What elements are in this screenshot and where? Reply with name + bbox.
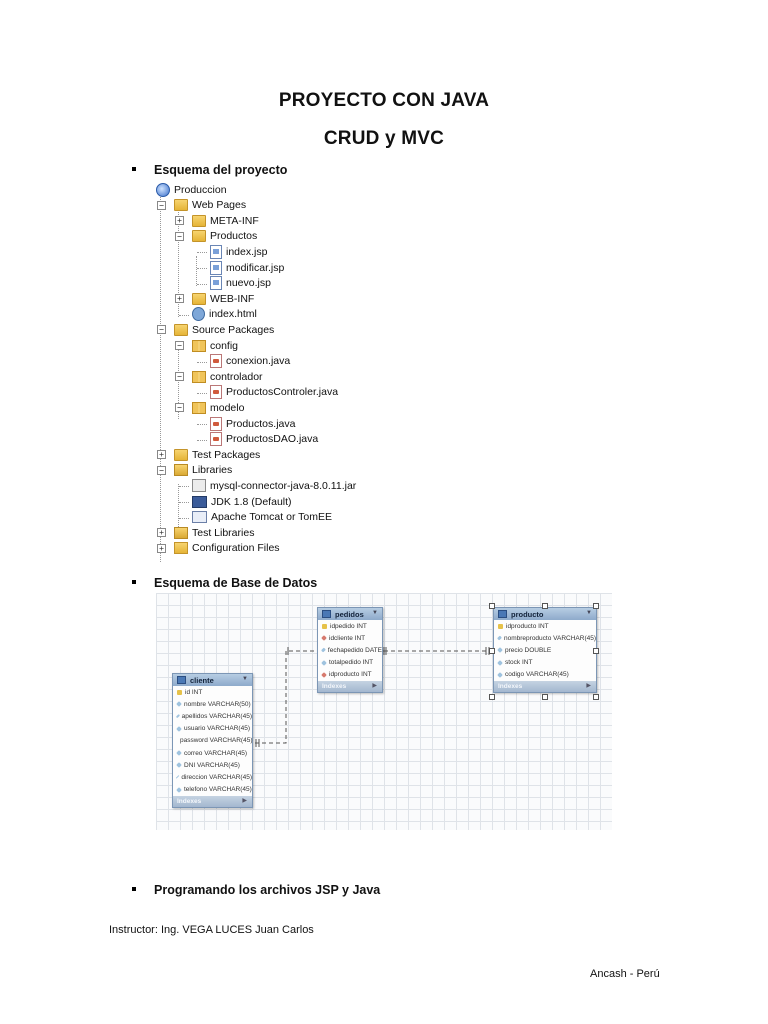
column-row xyxy=(173,698,252,710)
package-icon xyxy=(192,402,206,414)
java-file-icon xyxy=(210,417,222,431)
collapse-toggle-icon[interactable]: − xyxy=(175,232,184,241)
primary-key-icon xyxy=(177,690,182,695)
column-row xyxy=(318,669,382,681)
collapse-toggle-icon[interactable]: − xyxy=(157,201,166,210)
column-label: idcliente INT xyxy=(329,634,366,642)
expand-toggle-icon[interactable]: + xyxy=(175,216,184,225)
tree-node[interactable] xyxy=(192,478,356,493)
bullet-database-schema xyxy=(132,576,317,590)
collapse-toggle-icon[interactable]: − xyxy=(175,372,184,381)
resize-handle[interactable] xyxy=(489,694,495,700)
collapse-toggle-icon[interactable]: − xyxy=(175,341,184,350)
java-file-icon xyxy=(210,354,222,368)
primary-key-icon xyxy=(498,624,503,629)
column-label: usuario VARCHAR(45) xyxy=(184,725,250,733)
resize-handle[interactable] xyxy=(593,694,599,700)
java-file-icon xyxy=(210,432,222,446)
column-row xyxy=(173,771,252,783)
tree-node-label: Web Pages xyxy=(192,199,247,212)
column-row xyxy=(173,710,252,722)
column-icon xyxy=(176,762,182,768)
java-file-icon xyxy=(210,385,222,399)
column-label: idpedido INT xyxy=(330,622,367,630)
tree-node[interactable] xyxy=(192,510,332,525)
column-row xyxy=(173,723,252,735)
tree-node-label: WEB-INF xyxy=(210,292,255,305)
tree-node[interactable] xyxy=(210,244,267,259)
column-icon xyxy=(497,660,503,666)
tree-node[interactable] xyxy=(210,276,271,291)
tree-node[interactable] xyxy=(174,322,274,337)
column-label: fechapedido DATE xyxy=(327,646,382,654)
package-icon xyxy=(192,371,206,383)
collapse-arrow-icon[interactable]: ▼ xyxy=(242,676,248,682)
bullet-marker xyxy=(132,887,136,891)
table-icon xyxy=(498,610,507,618)
resize-handle[interactable] xyxy=(593,648,599,654)
location-text: Ancash - Perú xyxy=(590,968,660,980)
folder-icon xyxy=(174,449,188,461)
tree-node[interactable] xyxy=(174,447,260,462)
tree-node-label: META-INF xyxy=(210,214,259,227)
bullet-text: Programando los archivos JSP y Java xyxy=(154,883,381,897)
column-label: password VARCHAR(45) xyxy=(180,737,253,745)
column-row xyxy=(173,784,252,796)
column-row xyxy=(173,747,252,759)
collapse-arrow-icon[interactable]: ▼ xyxy=(372,610,378,616)
column-label: precio DOUBLE xyxy=(505,646,552,654)
column-icon xyxy=(497,648,503,654)
column-row xyxy=(494,669,596,681)
tree-node-label: Test Libraries xyxy=(192,526,255,539)
tree-node-label: Configuration Files xyxy=(192,542,280,555)
tree-node[interactable] xyxy=(210,432,318,447)
jar-icon xyxy=(192,479,206,492)
column-label: correo VARCHAR(45) xyxy=(184,749,248,757)
table-pedidos[interactable] xyxy=(317,607,383,693)
library-icon xyxy=(174,527,188,539)
table-indexes[interactable]: Indexes ▶ xyxy=(494,681,596,692)
tomcat-icon xyxy=(192,511,207,523)
table-name: cliente xyxy=(190,675,214,685)
column-icon xyxy=(176,714,180,718)
jsp-file-icon xyxy=(210,276,222,290)
foreign-key-icon xyxy=(321,635,327,641)
folder-icon xyxy=(192,230,206,242)
tree-node[interactable] xyxy=(192,229,257,244)
column-icon xyxy=(176,739,179,742)
resize-handle[interactable] xyxy=(489,648,495,654)
tree-node-label: Productos xyxy=(210,230,258,243)
column-icon xyxy=(176,726,182,732)
tree-node-label: Productos.java xyxy=(226,417,296,430)
table-cliente[interactable] xyxy=(172,673,253,808)
column-row xyxy=(318,620,382,632)
tree-node-label: modificar.jsp xyxy=(226,261,285,274)
column-row xyxy=(318,657,382,669)
bullet-coding xyxy=(132,883,380,897)
table-indexes[interactable]: Indexes ▶ xyxy=(318,681,382,692)
expand-toggle-icon[interactable]: + xyxy=(157,544,166,553)
column-row xyxy=(494,644,596,656)
tree-node[interactable] xyxy=(192,494,292,509)
tree-node[interactable] xyxy=(210,416,295,431)
bullet-project-schema xyxy=(132,163,287,177)
tree-node[interactable] xyxy=(174,541,280,556)
bullet-marker xyxy=(132,580,136,584)
table-icon xyxy=(322,610,331,618)
column-label: apellidos VARCHAR(45) xyxy=(181,712,252,720)
tree-node-label: nuevo.jsp xyxy=(226,277,271,290)
column-label: nombreproducto VARCHAR(45) xyxy=(504,634,596,642)
column-row xyxy=(318,644,382,656)
resize-handle[interactable] xyxy=(489,603,495,609)
folder-icon xyxy=(174,324,188,336)
tree-node-label: JDK 1.8 (Default) xyxy=(211,495,292,508)
tree-node-label: ProductosDAO.java xyxy=(226,433,319,446)
tree-node-label: Produccion xyxy=(174,183,227,196)
library-icon xyxy=(174,464,188,476)
tree-node[interactable] xyxy=(156,182,227,197)
column-icon xyxy=(321,648,326,653)
tree-node-label: config xyxy=(210,339,239,352)
table-header[interactable] xyxy=(494,608,596,620)
table-name: pedidos xyxy=(335,609,364,619)
column-icon xyxy=(176,787,182,793)
table-name: producto xyxy=(511,609,544,619)
expand-arrow-icon[interactable]: ▶ xyxy=(242,797,247,804)
table-indexes[interactable]: Indexes ▶ xyxy=(173,796,252,807)
instructor-credit: Instructor: Ing. VEGA LUCES Juan Carlos xyxy=(109,924,314,936)
column-label: idproducto INT xyxy=(329,671,372,679)
column-label: direccion VARCHAR(45) xyxy=(181,773,252,781)
column-label: stock INT xyxy=(505,659,533,667)
column-row xyxy=(173,759,252,771)
expand-arrow-icon[interactable]: ▶ xyxy=(372,682,377,689)
tree-node[interactable] xyxy=(192,307,257,322)
column-icon xyxy=(176,750,182,756)
column-row xyxy=(173,735,252,747)
tree-node-label: conexion.java xyxy=(226,355,291,368)
column-label: codigo VARCHAR(45) xyxy=(505,671,569,679)
column-label: idproducto INT xyxy=(506,622,549,630)
jsp-file-icon xyxy=(210,245,222,259)
tree-node[interactable] xyxy=(210,260,284,275)
tree-node[interactable] xyxy=(174,525,254,540)
expand-toggle-icon[interactable]: + xyxy=(157,450,166,459)
tree-node[interactable] xyxy=(210,385,338,400)
column-row xyxy=(494,620,596,632)
tree-node-label: Test Packages xyxy=(192,448,261,461)
tree-node-label: ProductosControler.java xyxy=(226,386,339,399)
table-header[interactable] xyxy=(318,608,382,620)
globe-icon xyxy=(156,183,170,197)
tree-node[interactable] xyxy=(192,291,254,306)
collapse-toggle-icon[interactable]: − xyxy=(157,466,166,475)
jsp-file-icon xyxy=(210,261,222,275)
collapse-toggle-icon[interactable]: − xyxy=(157,325,166,334)
project-tree xyxy=(152,178,412,558)
table-header[interactable] xyxy=(173,674,252,686)
tree-node-label: Apache Tomcat or TomEE xyxy=(211,511,333,524)
column-icon xyxy=(321,660,327,666)
tree-node-label: index.jsp xyxy=(226,245,268,258)
tree-node-label: index.html xyxy=(209,308,257,321)
column-icon xyxy=(176,776,180,780)
tree-node[interactable] xyxy=(192,213,259,228)
resize-handle[interactable] xyxy=(542,603,548,609)
tree-node-label: modelo xyxy=(210,401,245,414)
column-row xyxy=(173,686,252,698)
primary-key-icon xyxy=(322,624,327,629)
jdk-icon xyxy=(192,496,207,508)
tree-node[interactable] xyxy=(192,369,263,384)
package-icon xyxy=(192,340,206,352)
bullet-text: Esquema del proyecto xyxy=(154,163,288,177)
table-producto[interactable] xyxy=(493,607,597,693)
expand-toggle-icon[interactable]: + xyxy=(175,294,184,303)
document-subtitle: CRUD y MVC xyxy=(323,128,445,149)
folder-icon xyxy=(192,215,206,227)
document-title: PROYECTO CON JAVA xyxy=(278,90,490,111)
column-icon xyxy=(176,701,182,707)
tree-node[interactable] xyxy=(174,463,232,478)
tree-node-label: controlador xyxy=(210,370,263,383)
column-icon xyxy=(497,672,503,678)
tree-node[interactable] xyxy=(192,338,238,353)
bullet-text: Esquema de Base de Datos xyxy=(154,576,318,590)
column-row xyxy=(494,632,596,644)
resize-handle[interactable] xyxy=(593,603,599,609)
column-label: id INT xyxy=(185,688,203,696)
collapse-toggle-icon[interactable]: − xyxy=(175,403,184,412)
column-label: DNI VARCHAR(45) xyxy=(184,761,240,769)
er-diagram xyxy=(156,593,612,830)
table-icon xyxy=(177,676,186,684)
tree-node[interactable] xyxy=(174,198,246,213)
column-row xyxy=(494,657,596,669)
column-icon xyxy=(497,636,502,641)
resize-handle[interactable] xyxy=(542,694,548,700)
expand-arrow-icon[interactable]: ▶ xyxy=(586,682,591,689)
collapse-arrow-icon[interactable]: ▼ xyxy=(586,610,592,616)
tree-node[interactable] xyxy=(192,400,244,415)
tree-node-label: mysql-connector-java-8.0.11.jar xyxy=(210,479,357,492)
foreign-key-icon xyxy=(321,672,327,678)
column-row xyxy=(318,632,382,644)
tree-node-label: Source Packages xyxy=(192,323,275,336)
column-label: nombre VARCHAR(50) xyxy=(184,700,251,708)
bullet-marker xyxy=(132,167,136,171)
folder-icon xyxy=(192,293,206,305)
tree-node-label: Libraries xyxy=(192,464,233,477)
expand-toggle-icon[interactable]: + xyxy=(157,528,166,537)
column-label: totalpedido INT xyxy=(329,659,374,667)
column-label: telefono VARCHAR(45) xyxy=(184,786,252,794)
config-icon xyxy=(174,542,188,554)
tree-node[interactable] xyxy=(210,354,290,369)
html-file-icon xyxy=(192,307,205,321)
folder-icon xyxy=(174,199,188,211)
